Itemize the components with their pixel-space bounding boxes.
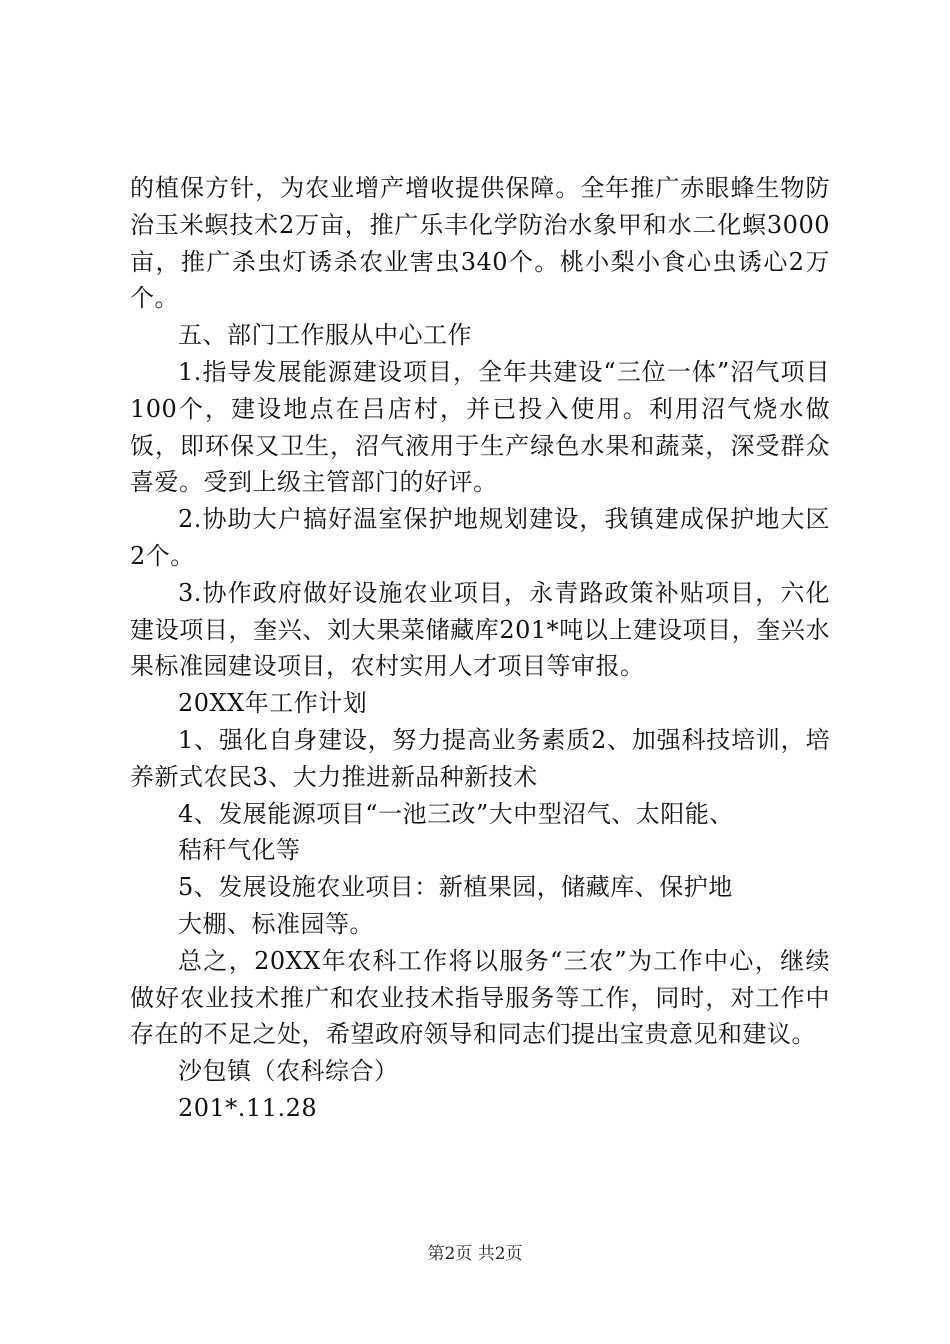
paragraph-energy-project: 1.指导发展能源建设项目，全年共建设“三位一体”沼气项目100个，建设地点在吕店村，并已投入使用。利用沼气烧水做饭，即环保又卫生，沼气液用于生产绿色水果和蔬菜，深受群众喜爱。受到上级主管部门的好评。 bbox=[130, 357, 830, 497]
paragraph-plant-protection: 的植保方针，为农业增产增收提供保障。全年推广赤眼蜂生物防治玉米螟技术2万亩，推广乐丰化学防治水象甲和水二化螟3000亩，推广杀虫灯诱杀农业害虫340个。桃小梨小食心虫诱心2万个。 bbox=[130, 174, 830, 313]
signature-organization: 沙包镇（农科综合） bbox=[178, 1057, 399, 1086]
plan-heading: 20XX年工作计划 bbox=[178, 689, 368, 718]
plan-item-5-line-1: 5、发展设施农业项目：新植果园，储藏库、保护地 bbox=[178, 873, 733, 902]
plan-item-5-line-2: 大棚、标准园等。 bbox=[178, 909, 374, 938]
section-heading-five: 五、部门工作服从中心工作 bbox=[178, 321, 472, 350]
plan-items-1-3: 1、强化自身建设，努力提高业务素质2、加强科技培训，培养新式农民3、大力推进新品种新技术 bbox=[130, 725, 830, 791]
document-body bbox=[130, 170, 830, 1127]
plan-item-4-line-1: 4、发展能源项目“一池三改”大中型沼气、太阳能、 bbox=[178, 799, 734, 828]
paragraph-conclusion: 总之，20XX年农科工作将以服务“三农”为工作中心，继续做好农业技术推广和农业技术指导服务等工作，同时，对工作中存在的不足之处，希望政府领导和同志们提出宝贵意见和建议。 bbox=[130, 946, 830, 1049]
plan-item-4-line-2: 秸秆气化等 bbox=[178, 836, 301, 865]
page-footer: 第2页 共2页 bbox=[427, 1244, 523, 1264]
paragraph-facility-agriculture: 3.协作政府做好设施农业项目，永青路政策补贴项目，六化建设项目，奎兴、刘大果菜储藏库201*吨以上建设项目，奎兴水果标准园建设项目，农村实用人才项目等审报。 bbox=[130, 578, 830, 681]
paragraph-greenhouse: 2.协助大户搞好温室保护地规划建设，我镇建成保护地大区2个。 bbox=[130, 505, 830, 570]
signature-date: 201*.11.28 bbox=[178, 1093, 318, 1122]
